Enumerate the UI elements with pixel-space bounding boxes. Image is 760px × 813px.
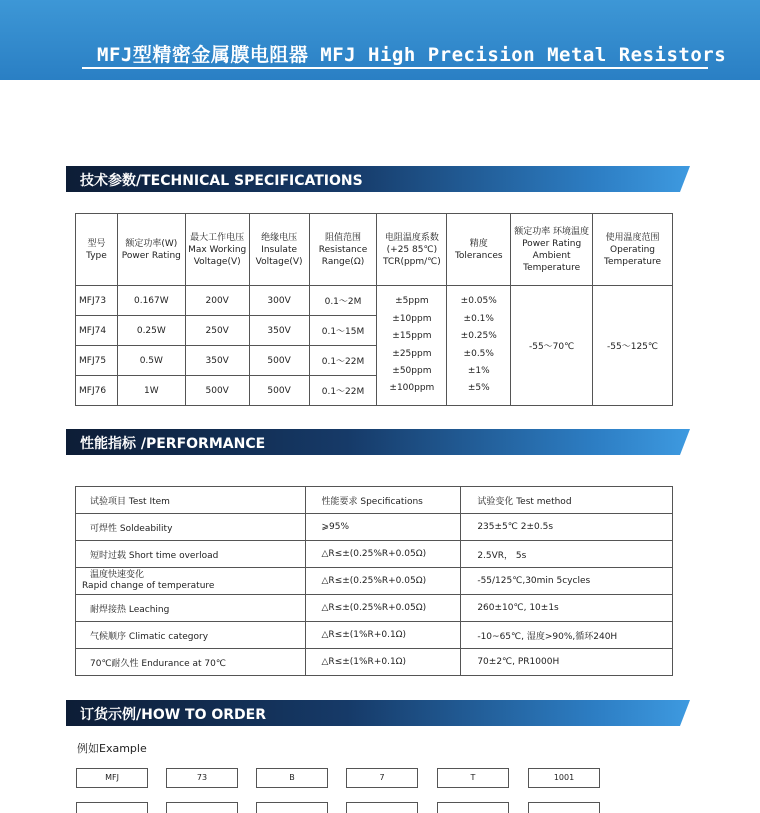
spec-header-cell (185, 214, 249, 286)
spec-cell-range: 0.1～22M (309, 376, 377, 406)
section-notch (680, 166, 690, 192)
spec-header-cell (447, 214, 511, 286)
spec-cell-range: 0.1～2M (309, 286, 377, 316)
order-code-box: 1001 (528, 768, 600, 788)
perf-cell-item: 气候顺序 Climatic category (76, 622, 306, 649)
order-code-box: B (256, 768, 328, 788)
perf-header-row (76, 487, 673, 514)
spec-cell-insulate-voltage: 500V (249, 376, 309, 406)
spec-cell-operating: -55～125℃ (593, 286, 673, 406)
header-en: Max Working Voltage(V) (188, 244, 247, 267)
order-desc-box (437, 802, 509, 813)
spec-cell-ambient: -55～70℃ (511, 286, 593, 406)
tolerance-value: ±5% (467, 383, 490, 394)
spec-cell-tolerances (447, 286, 511, 406)
order-desc-box (528, 802, 600, 813)
section-header-technical (66, 166, 690, 192)
header-en: Type (86, 250, 107, 261)
perf-cell-method: -55/125℃,30min 5cycles (461, 568, 673, 595)
header-cn: 最大工作电压 (190, 232, 245, 243)
section-notch (680, 429, 690, 455)
header-cn: 精度 (469, 238, 488, 249)
tcr-value: ±5ppm (395, 296, 429, 307)
tcr-value: ±50ppm (392, 365, 432, 376)
spec-header-cell (309, 214, 377, 286)
title-underline (82, 67, 708, 69)
spec-cell-power: 1W (117, 376, 185, 406)
spec-cell-type: MFJ73 (76, 286, 118, 316)
spec-cell-max-voltage: 350V (185, 346, 249, 376)
perf-row (76, 514, 673, 541)
spec-cell-max-voltage: 250V (185, 316, 249, 346)
spec-cell-type: MFJ75 (76, 346, 118, 376)
spec-cell-range: 0.1～15M (309, 316, 377, 346)
tcr-value: ±100ppm (389, 383, 435, 394)
perf-cell-spec: △R≤±(0.25%R+0.05Ω) (305, 541, 461, 568)
tolerance-value: ±0.25% (460, 331, 497, 342)
section-title-order: 订货示例/HOW TO ORDER (80, 707, 267, 723)
order-code-box: T (437, 768, 509, 788)
perf-cell-item: 70℃耐久性 Endurance at 70℃ (76, 649, 306, 676)
perf-cell-spec: △R≤±(1%R+0.1Ω) (305, 649, 461, 676)
perf-row (76, 568, 673, 595)
header-en: Power Rating Ambient Temperature (522, 238, 582, 273)
performance-table (75, 486, 673, 676)
spec-cell-power: 0.5W (117, 346, 185, 376)
spec-header-row (76, 214, 673, 286)
perf-row (76, 595, 673, 622)
section-header-performance (66, 429, 690, 455)
perf-row (76, 622, 673, 649)
tcr-value: ±10ppm (392, 313, 432, 324)
perf-cell-method: 235±5℃ 2±0.5s (461, 514, 673, 541)
section-title-technical: 技术参数/TECHNICAL SPECIFICATIONS (80, 173, 363, 189)
order-code-box: 73 (166, 768, 238, 788)
section-header-order (66, 700, 690, 726)
spec-cell-range: 0.1～22M (309, 346, 377, 376)
perf-cell-item: 短时过载 Short time overload (76, 541, 306, 568)
spec-header-cell (249, 214, 309, 286)
header-cn: 电阻温度系数 (384, 232, 439, 243)
order-desc-box (166, 802, 238, 813)
perf-row (76, 541, 673, 568)
spec-cell-insulate-voltage: 350V (249, 316, 309, 346)
spec-cell-type: MFJ74 (76, 316, 118, 346)
spec-header-cell (76, 214, 118, 286)
spec-cell-insulate-voltage: 300V (249, 286, 309, 316)
spec-cell-insulate-voltage: 500V (249, 346, 309, 376)
order-desc-box (256, 802, 328, 813)
example-label: 例如Example (77, 742, 147, 755)
header-cn: 使用温度范围 (605, 232, 660, 243)
header-en: Tolerances (454, 250, 503, 261)
perf-cell-spec: ⩾95% (305, 514, 461, 541)
perf-cell-spec: △R≤±(0.25%R+0.05Ω) (305, 595, 461, 622)
tolerance-value: ±0.05% (460, 296, 497, 307)
perf-cell-method: 70±2℃, PR1000H (461, 649, 673, 676)
perf-cell-method: 260±10℃, 10±1s (461, 595, 673, 622)
section-title-performance: 性能指标 /PERFORMANCE (80, 436, 266, 452)
perf-cell-item: 可焊性 Soldeability (76, 514, 306, 541)
perf-item-en: Rapid change of temperature (82, 581, 215, 591)
header-cn: 型号 (87, 238, 106, 249)
order-code-box: 7 (346, 768, 418, 788)
perf-cell-method: 2.5VR， 5s (461, 541, 673, 568)
perf-header-spec: 性能要求 Specifications (305, 487, 461, 514)
order-desc-box (76, 802, 148, 813)
perf-cell-method: -10~65℃, 湿度>90%,循环240H (461, 622, 673, 649)
perf-cell-item (76, 568, 306, 595)
header-en: Operating Temperature (604, 244, 662, 267)
tcr-value: ±15ppm (392, 331, 432, 342)
tolerance-value: ±0.1% (463, 313, 494, 324)
spec-cell-tcr (377, 286, 447, 406)
spec-cell-power: 0.25W (117, 316, 185, 346)
tcr-value: ±25ppm (392, 348, 432, 359)
header-cn: 额定功率(W) (125, 238, 178, 249)
spec-cell-power: 0.167W (117, 286, 185, 316)
perf-header-method: 试验变化 Test method (461, 487, 673, 514)
spec-cell-type: MFJ76 (76, 376, 118, 406)
page-title: MFJ型精密金属膜电阻器 MFJ High Precision Metal Resistors (97, 44, 727, 66)
spec-cell-max-voltage: 200V (185, 286, 249, 316)
perf-cell-item: 耐焊接热 Leaching (76, 595, 306, 622)
spec-row (76, 286, 673, 316)
spec-header-cell (593, 214, 673, 286)
tolerance-value: ±0.5% (463, 348, 494, 359)
header-en: Insulate Voltage(V) (255, 244, 303, 267)
section-notch (680, 700, 690, 726)
header-en: Power Rating (121, 250, 181, 261)
order-code-box: MFJ (76, 768, 148, 788)
header-banner (0, 0, 760, 80)
spec-cell-max-voltage: 500V (185, 376, 249, 406)
header-cn: 绝缘电压 (261, 232, 298, 243)
perf-item-cn: 温度快速变化 (90, 570, 145, 580)
perf-cell-spec: △R≤±(0.25%R+0.05Ω) (305, 568, 461, 595)
perf-header-item: 试验项目 Test Item (76, 487, 306, 514)
header-cn: 额定功率 环境温度 (514, 226, 590, 237)
perf-cell-spec: △R≤±(1%R+0.1Ω) (305, 622, 461, 649)
spec-table (75, 213, 673, 406)
spec-header-cell (117, 214, 185, 286)
header-en: Resistance Range(Ω) (318, 244, 368, 267)
perf-row (76, 649, 673, 676)
header-en: (+25 85℃) TCR(ppm/℃) (382, 244, 441, 267)
spec-header-cell (377, 214, 447, 286)
order-desc-box (346, 802, 418, 813)
tolerance-value: ±1% (467, 365, 490, 376)
header-cn: 阻值范围 (325, 232, 362, 243)
spec-header-cell (511, 214, 593, 286)
